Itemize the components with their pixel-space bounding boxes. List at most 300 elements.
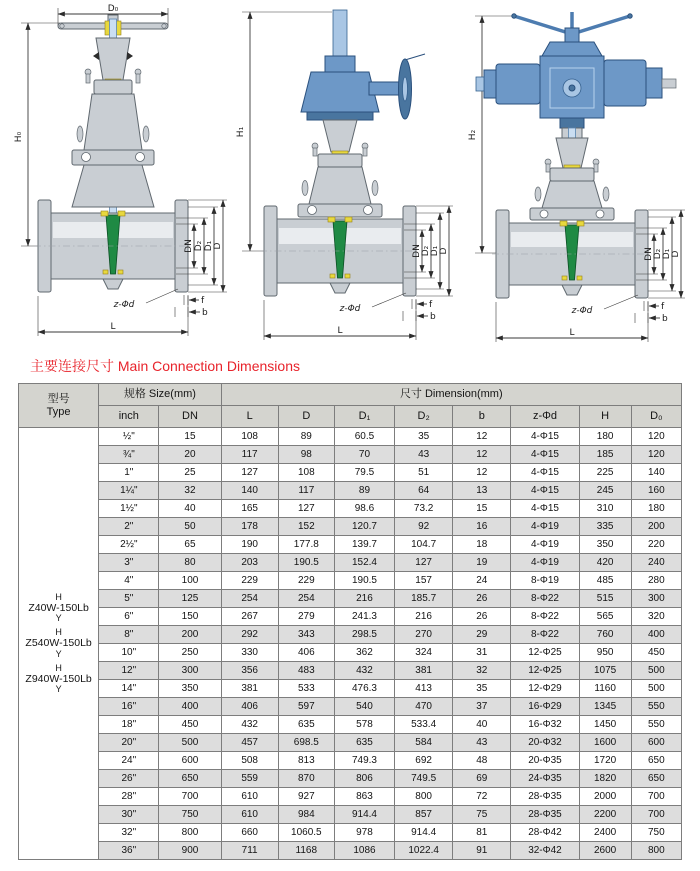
table-cell: 1060.5 xyxy=(278,824,334,842)
table-row xyxy=(19,482,682,500)
table-cell: 279 xyxy=(278,608,334,626)
table-cell: 157 xyxy=(395,572,453,590)
table-cell: 749.5 xyxy=(395,770,453,788)
dim-label-h1: H₁ xyxy=(236,126,246,138)
table-cell: 1168 xyxy=(278,842,334,860)
table-cell: 578 xyxy=(334,716,394,734)
table-cell: 92 xyxy=(395,518,453,536)
table-cell: 4-Φ15 xyxy=(511,464,579,482)
table-cell: 127 xyxy=(395,554,453,572)
table-cell: 48 xyxy=(453,752,511,770)
table-cell: 117 xyxy=(278,482,334,500)
table-cell: 72 xyxy=(453,788,511,806)
table-cell: 216 xyxy=(334,590,394,608)
table-row xyxy=(19,536,682,554)
table-cell: 245 xyxy=(579,482,631,500)
col-header-d0: D₀ xyxy=(631,406,681,428)
table-cell: 14" xyxy=(99,680,159,698)
table-cell: 20-Φ32 xyxy=(511,734,579,752)
table-cell: 350 xyxy=(579,536,631,554)
valve-model-designation: H Z940W-150Lb Y xyxy=(25,662,92,695)
dim-label-d: D xyxy=(439,247,449,255)
table-cell: 2600 xyxy=(579,842,631,860)
table-cell: 64 xyxy=(395,482,453,500)
table-cell: 1720 xyxy=(579,752,631,770)
dim-label-l: L xyxy=(337,326,343,336)
table-cell: 324 xyxy=(395,644,453,662)
table-cell: 420 xyxy=(579,554,631,572)
col-header-type xyxy=(19,384,99,428)
table-cell: 12-Φ25 xyxy=(511,662,579,680)
table-cell: 70 xyxy=(334,446,394,464)
table-cell: 4-Φ15 xyxy=(511,428,579,446)
table-cell: 300 xyxy=(631,590,681,608)
table-cell: 406 xyxy=(278,644,334,662)
table-row xyxy=(19,644,682,662)
table-cell: 470 xyxy=(395,698,453,716)
col-group-size: 规格 Size(mm) xyxy=(99,384,221,406)
table-cell: 12 xyxy=(453,446,511,464)
table-cell: 140 xyxy=(221,482,278,500)
table-cell: 35 xyxy=(395,428,453,446)
table-row xyxy=(19,752,682,770)
table-cell: 335 xyxy=(579,518,631,536)
table-cell: 203 xyxy=(221,554,278,572)
dim-label-f: f xyxy=(201,296,205,306)
dim-label-d1: D₁ xyxy=(430,245,440,257)
table-cell: 152 xyxy=(278,518,334,536)
table-cell: 37 xyxy=(453,698,511,716)
table-cell: 8-Φ22 xyxy=(511,590,579,608)
group-header-row xyxy=(19,384,682,406)
dim-label-b: b xyxy=(430,312,436,322)
table-cell: 139.7 xyxy=(334,536,394,554)
col-header-d2: D₂ xyxy=(395,406,453,428)
table-cell: 950 xyxy=(579,644,631,662)
table-row xyxy=(19,626,682,644)
table-cell: 12-Φ29 xyxy=(511,680,579,698)
table-row xyxy=(19,518,682,536)
table-cell: 984 xyxy=(278,806,334,824)
col-header-d: D xyxy=(278,406,334,428)
table-cell: 15 xyxy=(159,428,221,446)
table-cell: 863 xyxy=(334,788,394,806)
table-cell: 4-Φ15 xyxy=(511,482,579,500)
table-cell: 400 xyxy=(159,698,221,716)
valve-body xyxy=(260,206,420,296)
table-cell: 800 xyxy=(159,824,221,842)
table-cell: 20 xyxy=(159,446,221,464)
type-cell xyxy=(19,428,99,860)
table-cell: 120.7 xyxy=(334,518,394,536)
table-cell: 32-Φ42 xyxy=(511,842,579,860)
table-cell: 80 xyxy=(159,554,221,572)
table-cell: 280 xyxy=(631,572,681,590)
table-cell: 26 xyxy=(453,590,511,608)
dimension-table xyxy=(18,383,682,860)
table-cell: 4-Φ15 xyxy=(511,500,579,518)
table-cell: 700 xyxy=(631,788,681,806)
table-cell: 73.2 xyxy=(395,500,453,518)
column-header-row xyxy=(19,406,682,428)
table-cell: 1820 xyxy=(579,770,631,788)
table-cell: 19 xyxy=(453,554,511,572)
table-cell: 20-Φ35 xyxy=(511,752,579,770)
table-cell: 12 xyxy=(453,428,511,446)
table-cell: 165 xyxy=(221,500,278,518)
table-cell: 180 xyxy=(579,428,631,446)
dim-label-dn: DN xyxy=(644,247,654,261)
bevel-gear-gate-valve-drawing xyxy=(228,2,464,350)
table-cell: 711 xyxy=(221,842,278,860)
table-cell: 32 xyxy=(159,482,221,500)
table-cell: 565 xyxy=(579,608,631,626)
table-cell: 2200 xyxy=(579,806,631,824)
table-cell: 381 xyxy=(221,680,278,698)
table-cell: 91 xyxy=(453,842,511,860)
table-cell: 4-Φ19 xyxy=(511,536,579,554)
table-cell: 13 xyxy=(453,482,511,500)
table-cell: 40 xyxy=(453,716,511,734)
table-cell: 900 xyxy=(159,842,221,860)
table-row xyxy=(19,842,682,860)
table-cell: 476.3 xyxy=(334,680,394,698)
table-row xyxy=(19,464,682,482)
table-cell: 75 xyxy=(453,806,511,824)
valve-model-designation: H Z540W-150Lb Y xyxy=(25,627,92,659)
col-header-inch: inch xyxy=(99,406,159,428)
table-cell: 140 xyxy=(631,464,681,482)
table-cell: 120 xyxy=(631,446,681,464)
table-cell: 2" xyxy=(99,518,159,536)
table-cell: 978 xyxy=(334,824,394,842)
table-cell: 310 xyxy=(579,500,631,518)
dim-label-d0: D₀ xyxy=(107,4,119,14)
table-row xyxy=(19,590,682,608)
table-cell: 29 xyxy=(453,626,511,644)
dimension-table-body xyxy=(19,428,682,860)
table-cell: 914.4 xyxy=(395,824,453,842)
table-cell: 457 xyxy=(221,734,278,752)
electric-actuator-gate-valve-drawing xyxy=(464,2,696,350)
table-cell: 28-Φ42 xyxy=(511,824,579,842)
table-cell: 320 xyxy=(631,608,681,626)
table-cell: 15 xyxy=(453,500,511,518)
table-cell: 240 xyxy=(631,554,681,572)
col-header-dn: DN xyxy=(159,406,221,428)
table-cell: 180 xyxy=(631,500,681,518)
table-cell: 362 xyxy=(334,644,394,662)
table-cell: 870 xyxy=(278,770,334,788)
table-cell: 813 xyxy=(278,752,334,770)
table-cell: 1¼" xyxy=(99,482,159,500)
table-cell: 1600 xyxy=(579,734,631,752)
table-cell: 79.5 xyxy=(334,464,394,482)
table-row xyxy=(19,680,682,698)
dim-label-l: L xyxy=(110,322,116,332)
table-cell: 550 xyxy=(631,716,681,734)
table-row xyxy=(19,554,682,572)
table-cell: 432 xyxy=(334,662,394,680)
table-cell: 800 xyxy=(631,842,681,860)
table-cell: 749.3 xyxy=(334,752,394,770)
valve-model-designation: H Z40W-150Lb Y xyxy=(28,591,89,624)
table-cell: 806 xyxy=(334,770,394,788)
table-cell: 800 xyxy=(395,788,453,806)
col-header-b: b xyxy=(453,406,511,428)
table-cell: 660 xyxy=(221,824,278,842)
table-cell: 483 xyxy=(278,662,334,680)
dim-label-f: f xyxy=(429,300,433,310)
table-cell: 914.4 xyxy=(334,806,394,824)
table-cell: 127 xyxy=(221,464,278,482)
table-cell: 8" xyxy=(99,626,159,644)
table-cell: 450 xyxy=(159,716,221,734)
table-cell: 18" xyxy=(99,716,159,734)
table-cell: 533 xyxy=(278,680,334,698)
table-cell: 185.7 xyxy=(395,590,453,608)
table-cell: 26" xyxy=(99,770,159,788)
table-cell: 450 xyxy=(631,644,681,662)
table-cell: 356 xyxy=(221,662,278,680)
dim-label-d2: D₂ xyxy=(194,240,204,252)
table-cell: 1022.4 xyxy=(395,842,453,860)
handwheel-gate-valve-drawing xyxy=(8,2,228,350)
table-cell: 584 xyxy=(395,734,453,752)
table-row xyxy=(19,608,682,626)
dim-label-bolt-holes: z-Φd xyxy=(339,304,361,314)
table-cell: 600 xyxy=(159,752,221,770)
table-cell: 2000 xyxy=(579,788,631,806)
dim-label-h2: H₂ xyxy=(468,129,478,141)
table-cell: 12-Φ25 xyxy=(511,644,579,662)
table-cell: 20" xyxy=(99,734,159,752)
table-cell: 515 xyxy=(579,590,631,608)
table-cell: 550 xyxy=(631,698,681,716)
valve-body xyxy=(492,210,652,298)
col-header-bolt-holes: z-Φd xyxy=(511,406,579,428)
table-cell: 610 xyxy=(221,806,278,824)
table-cell: 292 xyxy=(221,626,278,644)
table-cell: 200 xyxy=(159,626,221,644)
table-row xyxy=(19,770,682,788)
table-cell: 4-Φ19 xyxy=(511,518,579,536)
valve-body xyxy=(34,200,192,292)
table-cell: 533.4 xyxy=(395,716,453,734)
table-cell: 8-Φ19 xyxy=(511,572,579,590)
table-cell: 40 xyxy=(159,500,221,518)
table-cell: 600 xyxy=(631,734,681,752)
table-cell: 89 xyxy=(278,428,334,446)
table-row xyxy=(19,428,682,446)
table-cell: 381 xyxy=(395,662,453,680)
table-cell: 120 xyxy=(631,428,681,446)
table-cell: 190 xyxy=(221,536,278,554)
table-cell: 12" xyxy=(99,662,159,680)
table-cell: 160 xyxy=(631,482,681,500)
dim-label-dn: DN xyxy=(184,239,194,253)
bonnet-assembly xyxy=(530,138,614,220)
table-cell: 700 xyxy=(159,788,221,806)
table-cell: 16 xyxy=(453,518,511,536)
table-cell: 1" xyxy=(99,464,159,482)
table-cell: 1345 xyxy=(579,698,631,716)
table-cell: 300 xyxy=(159,662,221,680)
table-cell: 25 xyxy=(159,464,221,482)
valve-diagrams xyxy=(0,0,700,352)
table-cell: 16-Φ32 xyxy=(511,716,579,734)
table-cell: 4-Φ19 xyxy=(511,554,579,572)
table-cell: 5" xyxy=(99,590,159,608)
dim-label-bolt-holes: z-Φd xyxy=(113,300,135,310)
col-header-l: L xyxy=(221,406,278,428)
table-cell: 597 xyxy=(278,698,334,716)
table-cell: 350 xyxy=(159,680,221,698)
table-cell: 104.7 xyxy=(395,536,453,554)
table-cell: 508 xyxy=(221,752,278,770)
table-cell: 250 xyxy=(159,644,221,662)
table-cell: 50 xyxy=(159,518,221,536)
dim-label-h0: H₀ xyxy=(14,131,24,143)
table-cell: 32" xyxy=(99,824,159,842)
table-cell: 43 xyxy=(395,446,453,464)
table-cell: 650 xyxy=(631,770,681,788)
table-cell: 26 xyxy=(453,608,511,626)
table-cell: 98.6 xyxy=(334,500,394,518)
table-row xyxy=(19,716,682,734)
table-cell: 24-Φ35 xyxy=(511,770,579,788)
table-cell: 500 xyxy=(631,680,681,698)
table-cell: 108 xyxy=(278,464,334,482)
table-cell: 698.5 xyxy=(278,734,334,752)
col-group-dimension: 尺寸 Dimension(mm) xyxy=(221,384,681,406)
table-cell: 150 xyxy=(159,608,221,626)
table-cell: 12 xyxy=(453,464,511,482)
table-row xyxy=(19,698,682,716)
table-cell: 432 xyxy=(221,716,278,734)
table-cell: 98 xyxy=(278,446,334,464)
table-row xyxy=(19,734,682,752)
table-cell: 760 xyxy=(579,626,631,644)
table-cell: 216 xyxy=(395,608,453,626)
table-cell: 108 xyxy=(221,428,278,446)
table-cell: 51 xyxy=(395,464,453,482)
table-cell: 229 xyxy=(221,572,278,590)
table-cell: 330 xyxy=(221,644,278,662)
table-cell: 927 xyxy=(278,788,334,806)
dim-label-l: L xyxy=(569,328,575,338)
table-cell: 65 xyxy=(159,536,221,554)
table-cell: 559 xyxy=(221,770,278,788)
bonnet-assembly xyxy=(72,38,154,207)
table-cell: 267 xyxy=(221,608,278,626)
table-cell: 8-Φ22 xyxy=(511,608,579,626)
table-cell: 650 xyxy=(631,752,681,770)
dim-label-d2: D₂ xyxy=(421,245,431,257)
table-cell: 254 xyxy=(221,590,278,608)
table-cell: 500 xyxy=(631,662,681,680)
dim-label-d1: D₁ xyxy=(662,248,672,260)
table-cell: 750 xyxy=(159,806,221,824)
table-cell: 178 xyxy=(221,518,278,536)
motor-housing xyxy=(496,64,540,104)
table-cell: 343 xyxy=(278,626,334,644)
table-cell: ½" xyxy=(99,428,159,446)
table-cell: 28-Φ35 xyxy=(511,788,579,806)
table-cell: 117 xyxy=(221,446,278,464)
table-cell: ¾" xyxy=(99,446,159,464)
table-row xyxy=(19,572,682,590)
table-cell: 69 xyxy=(453,770,511,788)
table-cell: 3" xyxy=(99,554,159,572)
table-cell: 220 xyxy=(631,536,681,554)
table-cell: 485 xyxy=(579,572,631,590)
table-cell: 2400 xyxy=(579,824,631,842)
dim-label-bolt-holes: z-Φd xyxy=(571,306,593,316)
table-cell: 540 xyxy=(334,698,394,716)
table-cell: 28-Φ35 xyxy=(511,806,579,824)
table-cell: 190.5 xyxy=(278,554,334,572)
dim-label-b: b xyxy=(202,308,208,318)
dim-label-f: f xyxy=(661,302,665,312)
dim-label-d: D xyxy=(213,242,223,250)
table-cell: 700 xyxy=(631,806,681,824)
dim-label-b: b xyxy=(662,314,668,324)
table-cell: 857 xyxy=(395,806,453,824)
table-cell: 190.5 xyxy=(334,572,394,590)
table-cell: 36" xyxy=(99,842,159,860)
table-cell: 692 xyxy=(395,752,453,770)
table-row xyxy=(19,824,682,842)
table-cell: 81 xyxy=(453,824,511,842)
table-cell: 31 xyxy=(453,644,511,662)
table-cell: 24" xyxy=(99,752,159,770)
table-cell: 24 xyxy=(453,572,511,590)
table-cell: 1160 xyxy=(579,680,631,698)
table-cell: 6" xyxy=(99,608,159,626)
table-cell: 18 xyxy=(453,536,511,554)
section-title: 主要连接尺寸 Main Connection Dimensions xyxy=(30,358,300,374)
table-cell: 43 xyxy=(453,734,511,752)
table-cell: 500 xyxy=(159,734,221,752)
table-cell: 400 xyxy=(631,626,681,644)
table-cell: 32 xyxy=(453,662,511,680)
table-cell: 1450 xyxy=(579,716,631,734)
bonnet-assembly xyxy=(298,120,382,217)
dim-label-d1: D₁ xyxy=(204,240,214,252)
table-cell: 100 xyxy=(159,572,221,590)
table-cell: 16" xyxy=(99,698,159,716)
table-cell: 28" xyxy=(99,788,159,806)
table-cell: 89 xyxy=(334,482,394,500)
table-cell: 1½" xyxy=(99,500,159,518)
table-row xyxy=(19,662,682,680)
dim-label-dn: DN xyxy=(412,244,422,258)
table-cell: 4-Φ15 xyxy=(511,446,579,464)
table-cell: 127 xyxy=(278,500,334,518)
table-cell: 225 xyxy=(579,464,631,482)
table-cell: 650 xyxy=(159,770,221,788)
table-cell: 16-Φ29 xyxy=(511,698,579,716)
dim-label-d: D xyxy=(671,250,681,258)
table-cell: 1086 xyxy=(334,842,394,860)
table-cell: 413 xyxy=(395,680,453,698)
table-cell: 200 xyxy=(631,518,681,536)
table-cell: 298.5 xyxy=(334,626,394,644)
table-cell: 750 xyxy=(631,824,681,842)
table-cell: 152.4 xyxy=(334,554,394,572)
table-cell: 125 xyxy=(159,590,221,608)
